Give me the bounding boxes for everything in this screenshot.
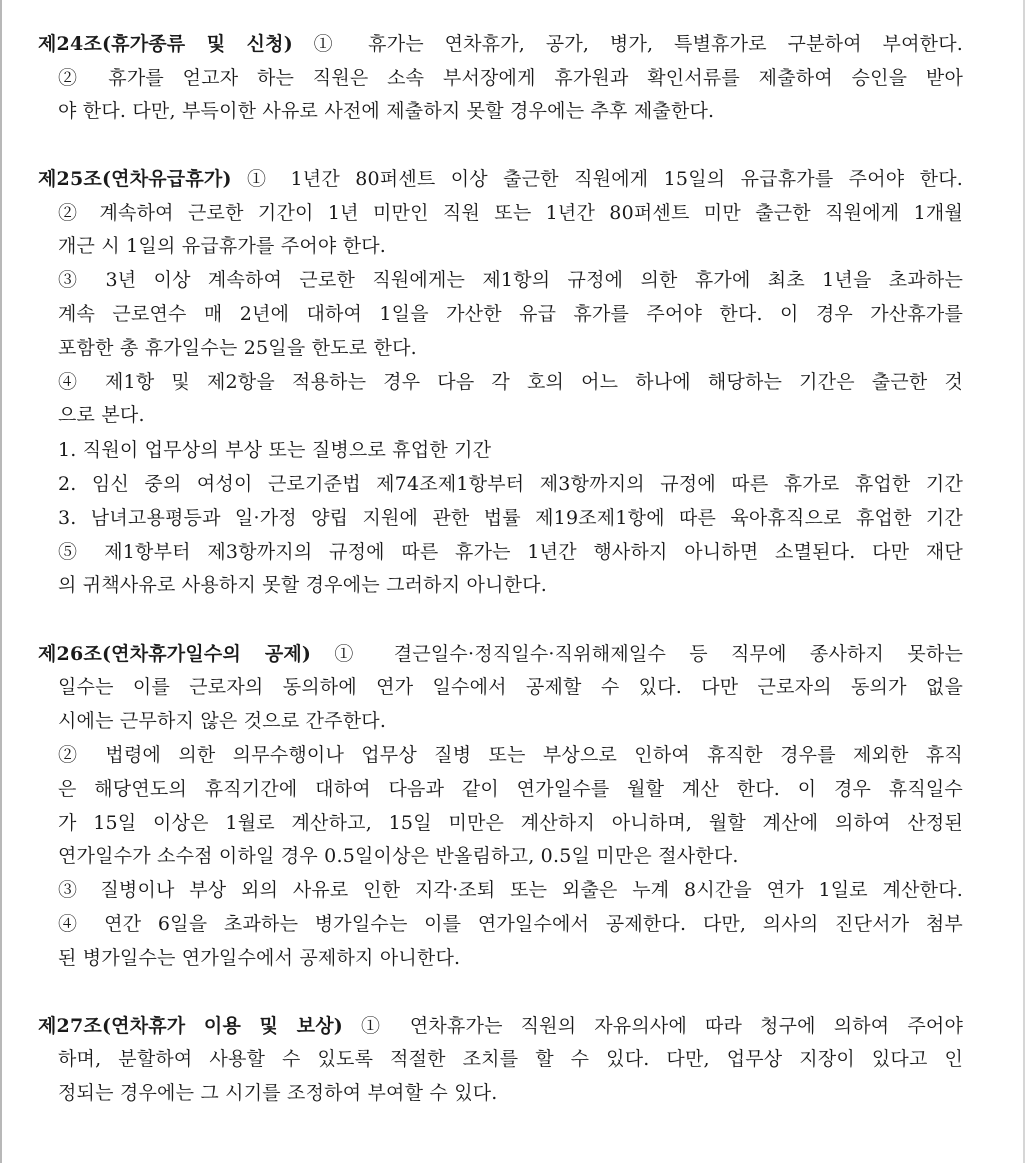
article-25-heading: 제25조(연차유급휴가) bbox=[38, 168, 232, 190]
article-25-line-5: 계속 근로연수 매 2년에 대하여 1일을 가산한 유급 휴가를 주어야 한다. 이 경우 가산휴가를 bbox=[58, 303, 963, 325]
article-24-heading: 제24조(휴가종류 및 신청) bbox=[38, 33, 293, 55]
article-26-line-7: 연가일수가 소수점 이하일 경우 0.5일이상은 반올림하고, 0.5일 미만은 절사한다. bbox=[58, 845, 739, 867]
article-25-line-1 bbox=[38, 163, 963, 196]
article-26-line-3: 시에는 근무하지 않은 것으로 간주한다. bbox=[58, 710, 387, 732]
article-26-line-10: 된 병가일수는 연가일수에서 공제하지 아니한다. bbox=[58, 947, 461, 969]
article-25-line-8: 으로 본다. bbox=[58, 404, 145, 426]
article-27-line-3: 정되는 경우에는 그 시기를 조정하여 부여할 수 있다. bbox=[58, 1082, 498, 1104]
article-25-line-7: ④ 제1항 및 제2항을 적용하는 경우 다음 각 호의 어느 하나에 해당하는 기간은 출근한 것 bbox=[58, 371, 963, 393]
article-27-line-1 bbox=[38, 1010, 963, 1043]
article-25-line-12: ⑤ 제1항부터 제3항까지의 규정에 따른 휴가는 1년간 행사하지 아니하면 소멸된다. 다만 재단 bbox=[58, 541, 963, 563]
article-26-text: ① 결근일수·정직일수·직위해제일수 등 직무에 종사하지 못하는 bbox=[311, 643, 963, 665]
article-25-text: ① 1년간 80퍼센트 이상 출근한 직원에게 15일의 유급휴가를 주어야 한다. bbox=[231, 168, 963, 190]
article-26-line-8: ③ 질병이나 부상 외의 사유로 인한 지각·조퇴 또는 외출은 누계 8시간을 연가 1일로 계산한다. bbox=[58, 879, 963, 901]
article-26-line-2: 일수는 이를 근로자의 동의하에 연가 일수에서 공제할 수 있다. 다만 근로자의 동의가 없을 bbox=[58, 676, 963, 698]
article-26-line-5: 은 해당연도의 휴직기간에 대하여 다음과 같이 연가일수를 월할 계산 한다. 이 경우 휴직일수 bbox=[58, 778, 963, 800]
article-27-heading: 제27조(연차휴가 이용 및 보상) bbox=[38, 1015, 343, 1037]
article-25-line-10: 2. 임신 중의 여성이 근로기준법 제74조제1항부터 제3항까지의 규정에 따른 휴가로 휴업한 기간 bbox=[58, 473, 963, 495]
article-25-line-9: 1. 직원이 업무상의 부상 또는 질병으로 휴업한 기간 bbox=[58, 439, 492, 461]
article-26-line-6: 가 15일 이상은 1월로 계산하고, 15일 미만은 계산하지 아니하며, 월할 계산에 의하여 산정된 bbox=[58, 812, 963, 834]
article-26-line-4: ② 법령에 의한 의무수행이나 업무상 질병 또는 부상으로 인하여 휴직한 경우를 제외한 휴직 bbox=[58, 744, 963, 766]
article-26-line-1 bbox=[38, 638, 963, 671]
article-27-line-2: 하며, 분할하여 사용할 수 있도록 적절한 조치를 할 수 있다. 다만, 업무상 지장이 있다고 인 bbox=[58, 1048, 963, 1070]
article-27-text: ① 연차휴가는 직원의 자유의사에 따라 청구에 의하여 주어야 bbox=[342, 1015, 963, 1037]
article-25-line-4: ③ 3년 이상 계속하여 근로한 직원에게는 제1항의 규정에 의한 휴가에 최초 1년을 초과하는 bbox=[58, 269, 963, 291]
article-24-line-3: 야 한다. 다만, 부득이한 사유로 사전에 제출하지 못할 경우에는 추후 제출한다. bbox=[58, 100, 715, 122]
article-25-line-6: 포함한 총 휴가일수는 25일을 한도로 한다. bbox=[58, 337, 417, 359]
article-26-heading: 제26조(연차휴가일수의 공제) bbox=[38, 643, 312, 665]
article-24-line-1 bbox=[38, 28, 963, 61]
article-25-line-3: 개근 시 1일의 유급휴가를 주어야 한다. bbox=[58, 235, 387, 257]
article-25-line-13: 의 귀책사유로 사용하지 못할 경우에는 그러하지 아니한다. bbox=[58, 574, 547, 596]
article-24-line-2: ② 휴가를 얻고자 하는 직원은 소속 부서장에게 휴가원과 확인서류를 제출하여 승인을 받아 bbox=[58, 67, 963, 89]
article-25-line-11: 3. 남녀고용평등과 일·가정 양립 지원에 관한 법률 제19조제1항에 따른 육아휴직으로 휴업한 기간 bbox=[58, 507, 963, 529]
article-25-line-2: ② 계속하여 근로한 기간이 1년 미만인 직원 또는 1년간 80퍼센트 미만 출근한 직원에게 1개월 bbox=[58, 202, 963, 224]
article-24-text: ① 휴가는 연차휴가, 공가, 병가, 특별휴가로 구분하여 부여한다. bbox=[292, 33, 963, 55]
article-26-line-9: ④ 연간 6일을 초과하는 병가일수는 이를 연가일수에서 공제한다. 다만, 의사의 진단서가 첨부 bbox=[58, 913, 963, 935]
